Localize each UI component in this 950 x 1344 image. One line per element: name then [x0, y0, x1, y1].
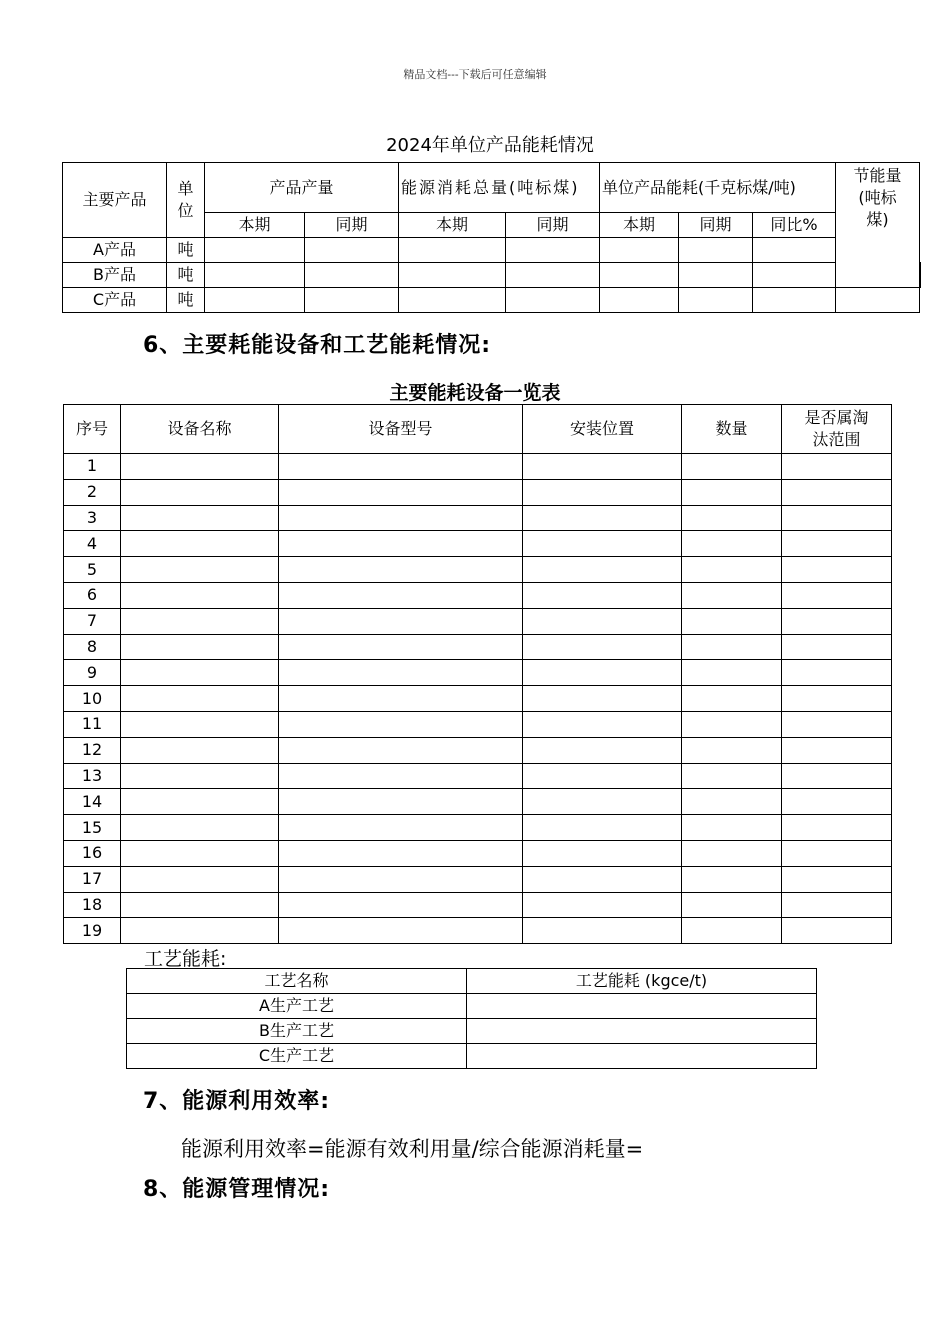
row-number: 14: [64, 789, 121, 815]
cell[interactable]: [782, 866, 892, 892]
cell[interactable]: [782, 918, 892, 944]
table-row: [64, 815, 892, 841]
product-unit: 吨: [167, 263, 205, 288]
cell[interactable]: [279, 866, 523, 892]
cell[interactable]: [279, 634, 523, 660]
unit-energy-table: [62, 162, 921, 313]
product-unit: 吨: [167, 238, 205, 263]
header-saving: 节能量 (吨标 煤): [836, 163, 920, 288]
cell[interactable]: [782, 711, 892, 737]
cell[interactable]: [121, 686, 279, 712]
cell[interactable]: [506, 263, 600, 288]
table-row: [64, 840, 892, 866]
table-row: [64, 454, 892, 480]
header-current: 本期: [600, 213, 679, 238]
cell[interactable]: [121, 634, 279, 660]
process-table: [126, 968, 817, 1069]
cell[interactable]: [279, 531, 523, 557]
cell[interactable]: [523, 531, 682, 557]
cell[interactable]: [523, 866, 682, 892]
header-same-period: 同期: [506, 213, 600, 238]
process-name: A生产工艺: [127, 994, 467, 1019]
row-number: 15: [64, 815, 121, 841]
header-process-name: 工艺名称: [127, 969, 467, 994]
table-row: [64, 737, 892, 763]
cell[interactable]: [121, 660, 279, 686]
product-name: C产品: [63, 288, 167, 313]
row-number: 8: [64, 634, 121, 660]
cell[interactable]: [682, 660, 782, 686]
cell[interactable]: [600, 238, 679, 263]
cell[interactable]: [305, 263, 399, 288]
table-row: [63, 288, 921, 313]
cell[interactable]: [682, 479, 782, 505]
cell[interactable]: [782, 660, 892, 686]
table-row: [64, 866, 892, 892]
cell[interactable]: [121, 866, 279, 892]
header-same-period: 同期: [305, 213, 399, 238]
cell[interactable]: [682, 763, 782, 789]
header-current: 本期: [399, 213, 506, 238]
cell[interactable]: [121, 608, 279, 634]
table-row: [64, 686, 892, 712]
header-note: 精品文档---下载后可任意编辑: [403, 68, 547, 81]
cell[interactable]: [782, 582, 892, 608]
cell[interactable]: [679, 263, 753, 288]
cell[interactable]: [920, 263, 921, 288]
efficiency-formula: 能源利用效率=能源有效利用量/综合能源消耗量=: [181, 1137, 644, 1161]
cell[interactable]: [279, 789, 523, 815]
header-unit-energy: 单位产品能耗(千克标煤/吨): [600, 163, 836, 213]
row-number: 11: [64, 711, 121, 737]
cell[interactable]: [279, 686, 523, 712]
cell[interactable]: [782, 479, 892, 505]
cell[interactable]: [121, 918, 279, 944]
product-name: B产品: [63, 263, 167, 288]
row-number: 18: [64, 892, 121, 918]
table-row: [64, 763, 892, 789]
table-row: [127, 994, 817, 1019]
header-current: 本期: [205, 213, 305, 238]
cell[interactable]: [523, 763, 682, 789]
cell[interactable]: [279, 918, 523, 944]
row-number: 13: [64, 763, 121, 789]
cell[interactable]: [279, 660, 523, 686]
cell[interactable]: [523, 505, 682, 531]
header-ratio: 同比%: [753, 213, 836, 238]
header-energy-total: 能源消耗总量(吨标煤): [399, 163, 600, 213]
cell[interactable]: [682, 711, 782, 737]
cell[interactable]: [121, 531, 279, 557]
table-row: [64, 660, 892, 686]
section-6-heading: 6、主要耗能设备和工艺能耗情况:: [143, 333, 492, 358]
section-7-heading: 7、能源利用效率:: [143, 1089, 331, 1114]
header-location: 安装位置: [523, 405, 682, 454]
cell[interactable]: [782, 763, 892, 789]
process-name: C生产工艺: [127, 1044, 467, 1069]
cell[interactable]: [523, 608, 682, 634]
cell[interactable]: [121, 454, 279, 480]
table-row: [64, 918, 892, 944]
cell[interactable]: [279, 479, 523, 505]
cell[interactable]: [506, 238, 600, 263]
product-name: A产品: [63, 238, 167, 263]
cell[interactable]: [523, 582, 682, 608]
cell[interactable]: [279, 582, 523, 608]
row-number: 4: [64, 531, 121, 557]
cell[interactable]: [279, 608, 523, 634]
cell[interactable]: [782, 505, 892, 531]
table-row: [64, 582, 892, 608]
cell[interactable]: [467, 1019, 817, 1044]
cell[interactable]: [305, 288, 399, 313]
cell[interactable]: [682, 815, 782, 841]
cell[interactable]: [467, 1044, 817, 1069]
cell[interactable]: [121, 892, 279, 918]
table-row: [64, 505, 892, 531]
header-unit: 单 位: [167, 163, 205, 238]
table-row: [64, 608, 892, 634]
cell[interactable]: [682, 582, 782, 608]
cell[interactable]: [279, 840, 523, 866]
row-number: 10: [64, 686, 121, 712]
table-row: [64, 479, 892, 505]
cell[interactable]: [399, 263, 506, 288]
cell[interactable]: [782, 840, 892, 866]
row-number: 17: [64, 866, 121, 892]
section-8-heading: 8、能源管理情况:: [143, 1177, 331, 1202]
row-number: 3: [64, 505, 121, 531]
cell[interactable]: [682, 608, 782, 634]
cell[interactable]: [682, 686, 782, 712]
process-name: B生产工艺: [127, 1019, 467, 1044]
table-row: [64, 789, 892, 815]
row-number: 19: [64, 918, 121, 944]
cell[interactable]: [279, 711, 523, 737]
row-number: 9: [64, 660, 121, 686]
cell[interactable]: [279, 815, 523, 841]
cell[interactable]: [782, 737, 892, 763]
cell[interactable]: [523, 634, 682, 660]
header-seq: 序号: [64, 405, 121, 454]
cell[interactable]: [205, 263, 305, 288]
cell[interactable]: [600, 288, 679, 313]
row-number: 2: [64, 479, 121, 505]
row-number: 12: [64, 737, 121, 763]
equipment-table: [63, 404, 892, 944]
product-unit: 吨: [167, 288, 205, 313]
cell[interactable]: [121, 505, 279, 531]
cell[interactable]: [523, 840, 682, 866]
cell[interactable]: [399, 288, 506, 313]
row-number: 16: [64, 840, 121, 866]
cell[interactable]: [682, 505, 782, 531]
cell[interactable]: [523, 892, 682, 918]
header-process-energy: 工艺能耗 (kgce/t): [467, 969, 817, 994]
cell[interactable]: [523, 815, 682, 841]
cell[interactable]: [121, 737, 279, 763]
cell[interactable]: [121, 557, 279, 583]
header-equipment-name: 设备名称: [121, 405, 279, 454]
cell[interactable]: [782, 608, 892, 634]
cell[interactable]: [782, 557, 892, 583]
cell[interactable]: [523, 789, 682, 815]
cell[interactable]: [682, 531, 782, 557]
cell[interactable]: [782, 531, 892, 557]
cell[interactable]: [682, 840, 782, 866]
cell[interactable]: [279, 763, 523, 789]
cell[interactable]: [279, 892, 523, 918]
table-row: [127, 1044, 817, 1069]
table1-title: 2024年单位产品能耗情况: [386, 135, 594, 156]
cell[interactable]: [782, 634, 892, 660]
cell[interactable]: [782, 686, 892, 712]
cell[interactable]: [523, 918, 682, 944]
cell[interactable]: [121, 789, 279, 815]
cell[interactable]: [782, 789, 892, 815]
cell[interactable]: [682, 737, 782, 763]
cell[interactable]: [523, 686, 682, 712]
cell[interactable]: [121, 582, 279, 608]
cell[interactable]: [753, 238, 836, 263]
table-row: [64, 892, 892, 918]
cell[interactable]: [523, 737, 682, 763]
table-row: [64, 531, 892, 557]
cell[interactable]: [679, 288, 753, 313]
process-label: 工艺能耗:: [144, 948, 227, 970]
cell[interactable]: [782, 815, 892, 841]
row-number: 7: [64, 608, 121, 634]
cell[interactable]: [836, 288, 920, 313]
cell[interactable]: [506, 288, 600, 313]
cell[interactable]: [523, 454, 682, 480]
cell[interactable]: [205, 288, 305, 313]
cell[interactable]: [523, 479, 682, 505]
table2-title: 主要能耗设备一览表: [389, 382, 561, 404]
cell[interactable]: [279, 454, 523, 480]
header-model: 设备型号: [279, 405, 523, 454]
cell[interactable]: [279, 557, 523, 583]
cell[interactable]: [279, 737, 523, 763]
cell[interactable]: [121, 840, 279, 866]
table-row: [64, 634, 892, 660]
cell[interactable]: [523, 711, 682, 737]
header-obsolete: 是否属淘 汰范围: [782, 405, 892, 454]
cell[interactable]: [682, 634, 782, 660]
cell[interactable]: [753, 288, 836, 313]
cell[interactable]: [121, 815, 279, 841]
cell[interactable]: [305, 238, 399, 263]
cell[interactable]: [782, 892, 892, 918]
cell[interactable]: [682, 892, 782, 918]
cell[interactable]: [753, 263, 836, 288]
cell[interactable]: [682, 454, 782, 480]
cell[interactable]: [467, 994, 817, 1019]
cell[interactable]: [121, 479, 279, 505]
header-product: 主要产品: [63, 163, 167, 238]
cell[interactable]: [682, 789, 782, 815]
row-number: 6: [64, 582, 121, 608]
header-output: 产品产量: [205, 163, 399, 213]
table-row: [127, 1019, 817, 1044]
cell[interactable]: [279, 505, 523, 531]
table-row: [64, 557, 892, 583]
cell[interactable]: [682, 557, 782, 583]
table-row: [63, 238, 921, 263]
header-quantity: 数量: [682, 405, 782, 454]
row-number: 5: [64, 557, 121, 583]
cell[interactable]: [523, 557, 682, 583]
row-number: 1: [64, 454, 121, 480]
cell[interactable]: [399, 238, 506, 263]
cell[interactable]: [600, 263, 679, 288]
cell[interactable]: [121, 763, 279, 789]
cell[interactable]: [782, 454, 892, 480]
cell[interactable]: [682, 866, 782, 892]
table-row: [63, 263, 921, 288]
table-row: [64, 711, 892, 737]
cell[interactable]: [523, 660, 682, 686]
cell[interactable]: [121, 711, 279, 737]
cell[interactable]: [682, 918, 782, 944]
header-same-period: 同期: [679, 213, 753, 238]
cell[interactable]: [679, 238, 753, 263]
cell[interactable]: [205, 238, 305, 263]
